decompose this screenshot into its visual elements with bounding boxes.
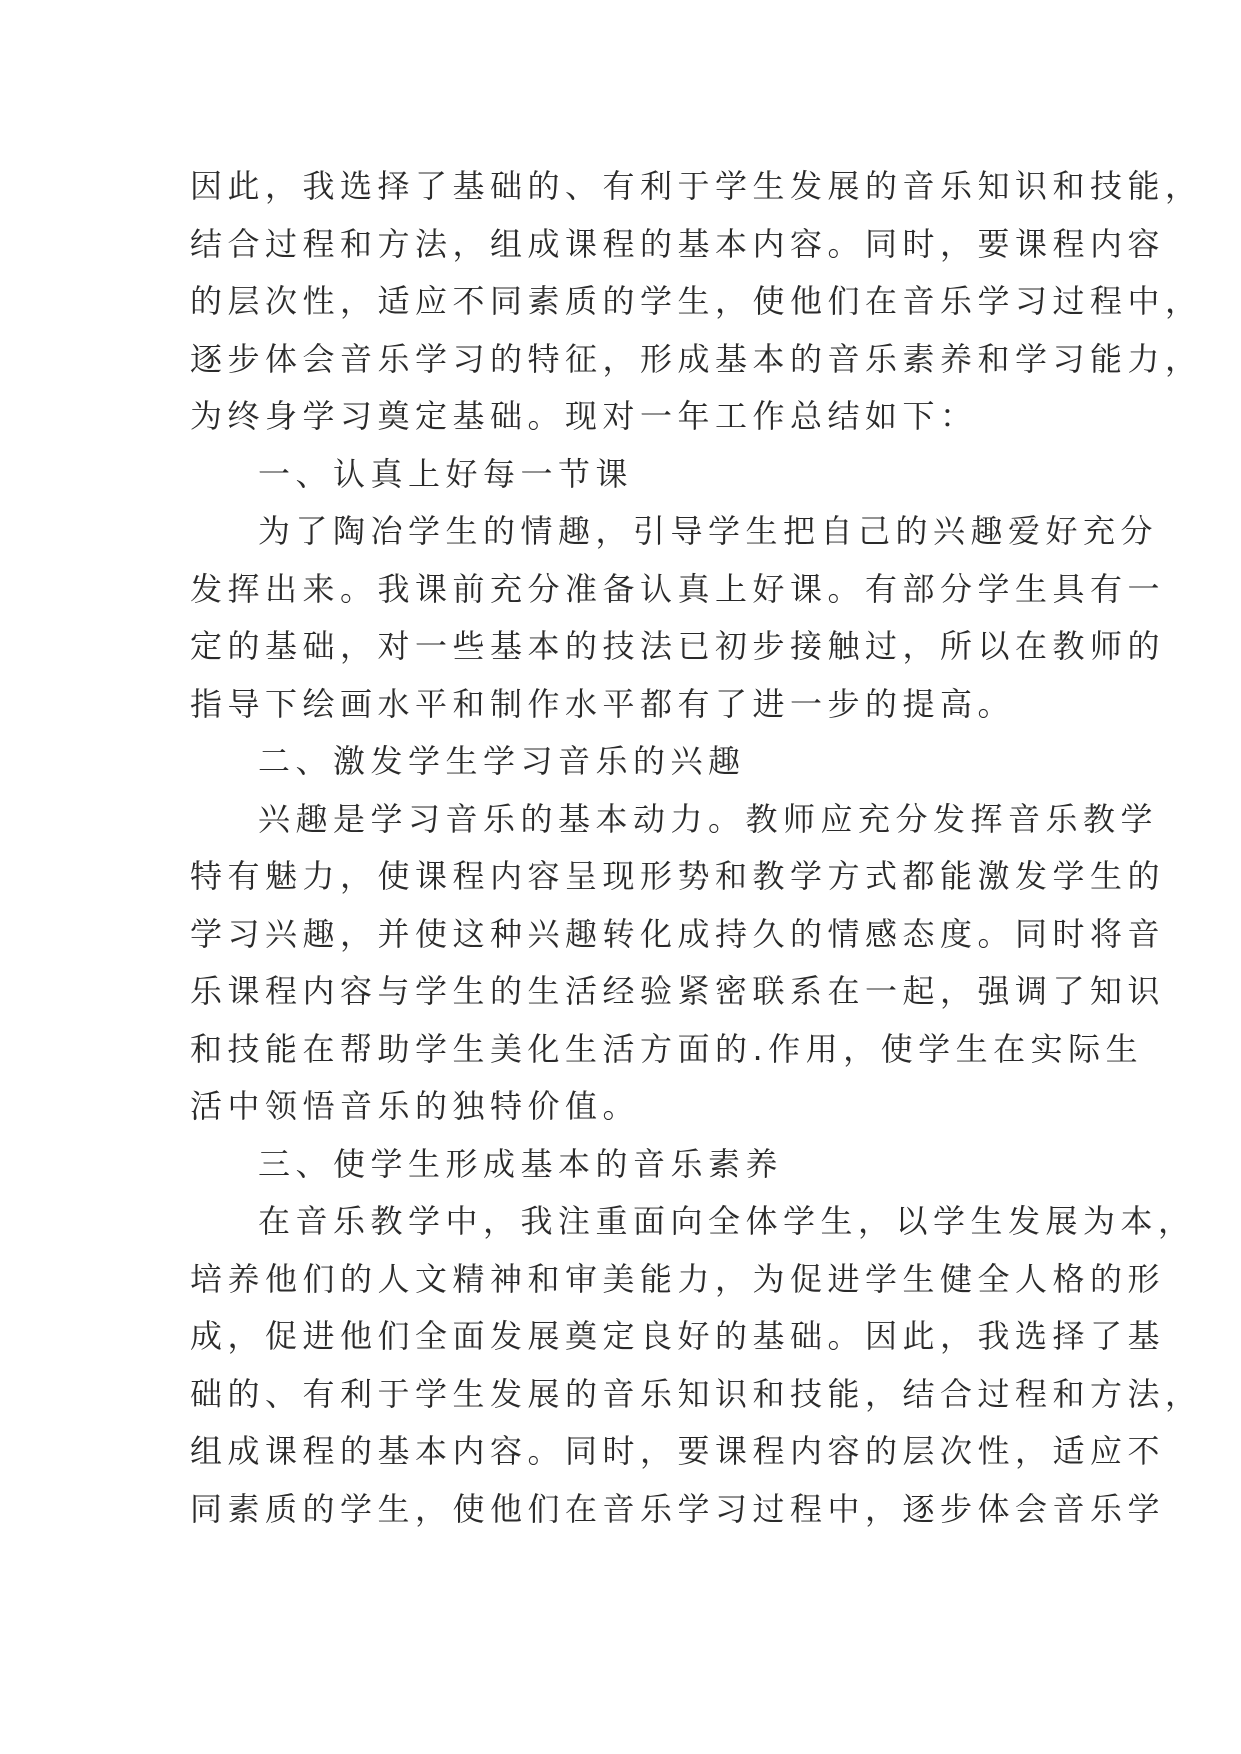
paragraph-line: 同素质的学生，使他们在音乐学习过程中，逐步体会音乐学 — [190, 1489, 1166, 1528]
paragraph-line: 逐步体会音乐学习的特征，形成基本的音乐素养和学习能力， — [190, 339, 1203, 378]
paragraph-first-line: 为了陶冶学生的情趣，引导学生把自己的兴趣爱好充分 — [258, 512, 1159, 550]
paragraph-line: 指导下绘画水平和制作水平都有了进一步的提高。 — [190, 684, 1016, 723]
paragraph-first-line: 二、激发学生学习音乐的兴趣 — [258, 742, 746, 780]
paragraph-first-line: 三、使学生形成基本的音乐素养 — [258, 1144, 784, 1183]
paragraph-line: 为终身学习奠定基础。现对一年工作总结如下： — [190, 397, 978, 435]
paragraph-first-line: 一、认真上好每一节课 — [258, 454, 634, 493]
paragraph-line: 组成课程的基本内容。同时，要课程内容的层次性，适应不 — [190, 1432, 1166, 1470]
paragraph-line: 学习兴趣，并使这种兴趣转化成持久的情感态度。同时将音 — [190, 914, 1166, 953]
paragraph-line: 结合过程和方法，组成课程的基本内容。同时，要课程内容 — [190, 224, 1166, 263]
paragraph-line: 成，促进他们全面发展奠定良好的基础。因此，我选择了基 — [190, 1317, 1166, 1355]
paragraph-line: 的层次性，适应不同素质的学生，使他们在音乐学习过程中， — [190, 282, 1203, 320]
paragraph-line: 础的、有利于学生发展的音乐知识和技能，结合过程和方法， — [190, 1374, 1203, 1413]
paragraph-line: 定的基础，对一些基本的技法已初步接触过，所以在教师的 — [190, 627, 1166, 665]
paragraph-line: 因此，我选择了基础的、有利于学生发展的音乐知识和技能， — [190, 167, 1203, 205]
paragraph-line: 培养他们的人文精神和审美能力，为促进学生健全人格的形 — [190, 1259, 1166, 1298]
paragraph-line: 发挥出来。我课前充分准备认真上好课。有部分学生具有一 — [190, 569, 1166, 608]
paragraph-line: 特有魅力，使课程内容呈现形势和教学方式都能激发学生的 — [190, 857, 1166, 895]
paragraph-line: 和技能在帮助学生美化生活方面的.作用，使学生在实际生 — [190, 1029, 1144, 1068]
paragraph-first-line: 兴趣是学习音乐的基本动力。教师应充分发挥音乐教学 — [258, 799, 1159, 838]
paragraph-first-line: 在音乐教学中，我注重面向全体学生，以学生发展为本， — [258, 1202, 1196, 1240]
document-body — [190, 158, 1203, 1538]
paragraph-line: 活中领悟音乐的独特价值。 — [190, 1087, 641, 1125]
paragraph-line: 乐课程内容与学生的生活经验紧密联系在一起，强调了知识 — [190, 972, 1166, 1010]
